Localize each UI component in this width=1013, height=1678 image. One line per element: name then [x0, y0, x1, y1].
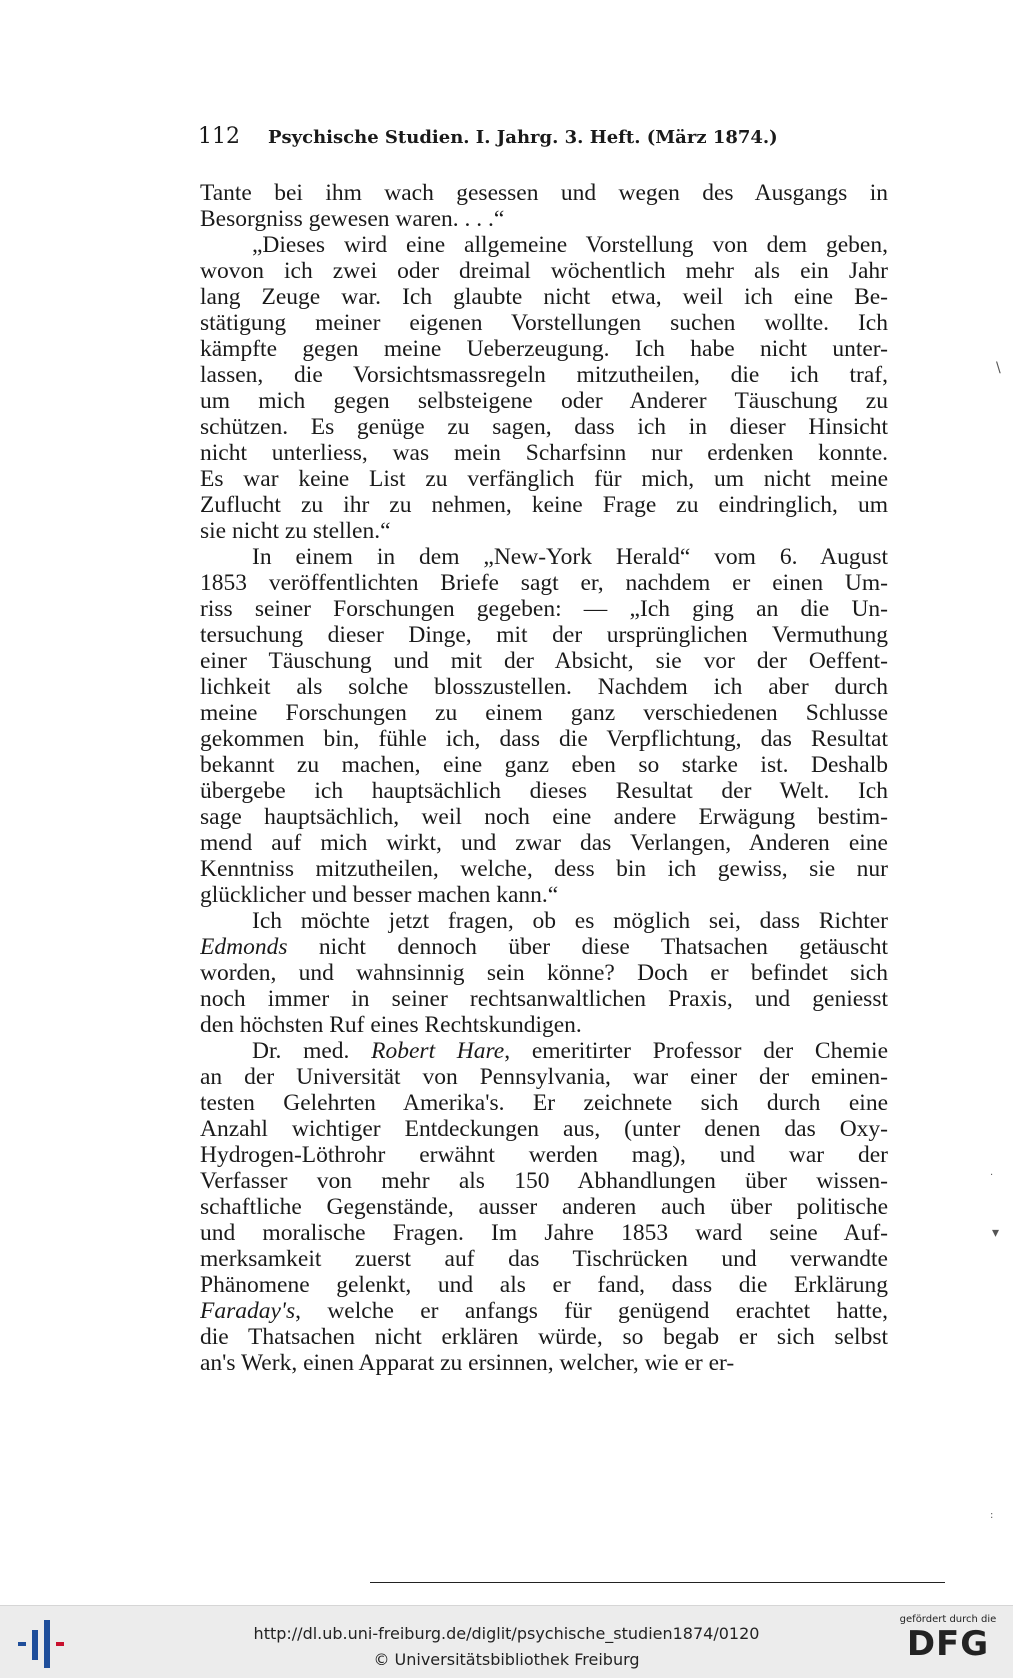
text-line	[200, 1246, 888, 1272]
italic-name: Robert Hare	[371, 1038, 505, 1064]
text-line	[200, 596, 888, 622]
line-text: übergebe ich hauptsächlich dieses Resultat der Welt. Ich	[200, 778, 888, 804]
margin-mark: ▾	[992, 1225, 1000, 1241]
text-line	[200, 830, 888, 856]
text-line	[200, 726, 888, 752]
text-line	[200, 752, 888, 778]
line-text: lang Zeuge war. Ich glaubte nicht etwa, weil ich eine Be-	[200, 284, 888, 310]
line-text: an's Werk, einen Apparat zu ersinnen, welcher, wie er er-	[200, 1350, 735, 1376]
footer-bar	[0, 1605, 1013, 1678]
text-line	[200, 648, 888, 674]
line-text: 1853 veröffentlichten Briefe sagt er, nachdem er einen Um-	[200, 570, 888, 596]
line-text: sage hauptsächlich, weil noch eine andere Erwägung bestim-	[200, 804, 888, 830]
line-text: gekommen bin, fühle ich, dass die Verpflichtung, das Resultat	[200, 726, 888, 752]
text-line	[200, 1298, 888, 1324]
text-line	[200, 1324, 888, 1350]
text-line	[200, 1168, 888, 1194]
text-line	[200, 258, 888, 284]
funding-note: gefördert durch die	[899, 1614, 997, 1625]
text-line	[200, 388, 888, 414]
text-line	[200, 1142, 888, 1168]
line-text: Verfasser von mehr als 150 Abhandlungen über wissen-	[200, 1168, 888, 1194]
line-text: Hydrogen-Löthrohr erwähnt werden mag), und war der	[200, 1142, 888, 1168]
line-text: , welche er anfangs für genügend erachtet hatte,	[295, 1298, 888, 1324]
line-text: „Dieses wird eine allgemeine Vorstellung von dem geben,	[252, 232, 888, 258]
line-text: den höchsten Ruf eines Rechtskundigen.	[200, 1012, 582, 1038]
text-line	[200, 674, 888, 700]
text-line	[200, 1038, 888, 1064]
line-text: nicht dennoch über diese Thatsachen getäuscht	[287, 934, 888, 960]
line-text: Tante bei ihm wach gesessen und wegen des Ausgangs in	[200, 180, 888, 206]
line-text: , emeritirter Professor der Chemie	[504, 1038, 888, 1064]
text-line	[200, 1090, 888, 1116]
text-line	[200, 284, 888, 310]
margin-mark: :	[990, 1510, 994, 1521]
text-line	[200, 700, 888, 726]
text-line	[200, 362, 888, 388]
text-line	[200, 882, 888, 908]
line-text: lichkeit als solche blosszustellen. Nachdem ich aber durch	[200, 674, 888, 700]
line-text: Besorgniss gewesen waren. . . .“	[200, 206, 505, 232]
line-text: schaftliche Gegenstände, ausser anderen auch über politische	[200, 1194, 888, 1220]
page-body-text	[200, 180, 888, 1376]
running-header	[198, 124, 884, 149]
line-text: Es war keine List zu verfänglich für mich, um nicht meine	[200, 466, 888, 492]
line-text: an der Universität von Pennsylvania, war einer der eminen-	[200, 1064, 888, 1090]
line-text: die Thatsachen nicht erklären würde, so begab er sich selbst	[200, 1324, 888, 1350]
text-line	[200, 206, 888, 232]
text-line	[200, 856, 888, 882]
italic-name: Edmonds	[200, 934, 288, 960]
line-text: meine Forschungen zu einem ganz verschiedenen Schlusse	[200, 700, 888, 726]
text-line	[200, 986, 888, 1012]
text-line	[200, 414, 888, 440]
line-text: riss seiner Forschungen gegeben: — „Ich ging an die Un-	[200, 596, 888, 622]
text-line	[200, 1220, 888, 1246]
line-text: mend auf mich wirkt, und zwar das Verlangen, Anderen eine	[200, 830, 888, 856]
line-text: merksamkeit zuerst auf das Tischrücken und verwandte	[200, 1246, 888, 1272]
line-prefix: Dr. med.	[252, 1038, 372, 1064]
line-text: und moralische Fragen. Im Jahre 1853 ward seine Auf-	[200, 1220, 888, 1246]
line-text: schützen. Es genüge zu sagen, dass ich in dieser Hinsicht	[200, 414, 888, 440]
text-line	[200, 466, 888, 492]
text-line	[200, 1012, 888, 1038]
dfg-logo-text: DFG	[906, 1624, 990, 1664]
text-line	[200, 336, 888, 362]
line-text: Phänomene gelenkt, und als er fand, dass die Erklärung	[200, 1272, 888, 1298]
text-line	[200, 934, 888, 960]
line-text: Zuflucht zu ihr zu nehmen, keine Frage zu eindringlich, um	[200, 492, 888, 518]
line-text: testen Gelehrten Amerika's. Er zeichnete sich durch eine	[200, 1090, 888, 1116]
text-line	[200, 492, 888, 518]
line-text: um mich gegen selbsteigene oder Anderer Täuschung zu	[200, 388, 888, 414]
italic-name: Faraday's	[200, 1298, 296, 1324]
line-text: In einem in dem „New-York Herald“ vom 6. August	[252, 544, 888, 570]
page-number: 112	[198, 124, 240, 149]
text-line	[200, 180, 888, 206]
text-line	[200, 570, 888, 596]
text-line	[200, 622, 888, 648]
text-line	[200, 1272, 888, 1298]
line-text: Ich möchte jetzt fragen, ob es möglich sei, dass Richter	[252, 908, 888, 934]
text-line	[200, 232, 888, 258]
dfg-logo	[893, 1614, 1003, 1663]
margin-mark: \	[996, 360, 1001, 376]
text-line	[200, 908, 888, 934]
line-text: bekannt zu machen, eine ganz eben so starke ist. Deshalb	[200, 752, 888, 778]
line-text: Kenntniss mitzutheilen, welche, dess bin ich gewiss, sie nur	[200, 856, 888, 882]
bottom-rule	[370, 1582, 945, 1583]
source-url-link[interactable]: http://dl.ub.uni-freiburg.de/diglit/psychische_studien1874/0120	[253, 1624, 760, 1643]
line-text: einer Täuschung und mit der Absicht, sie vor der Oeffent-	[200, 648, 888, 674]
text-line	[200, 1116, 888, 1142]
text-line	[200, 1064, 888, 1090]
line-text: worden, und wahnsinnig sein könne? Doch er befindet sich	[200, 960, 888, 986]
text-line	[200, 544, 888, 570]
running-title: Psychische Studien. I. Jahrg. 3. Heft. (März 1874.)	[268, 127, 778, 148]
margin-mark: ·	[990, 1170, 994, 1181]
line-text: glücklicher und besser machen kann.“	[200, 882, 559, 908]
line-text: nicht unterliess, was mein Scharfsinn nur erdenken konnte.	[200, 440, 888, 466]
line-text: noch immer in seiner rechtsanwaltlichen Praxis, und geniesst	[200, 986, 888, 1012]
line-text: wovon ich zwei oder dreimal wöchentlich mehr als ein Jahr	[200, 258, 888, 284]
text-line	[200, 518, 888, 544]
text-line	[200, 310, 888, 336]
text-line	[200, 440, 888, 466]
line-text: tersuchung dieser Dinge, mit der ursprünglichen Vermuthung	[200, 622, 888, 648]
line-text: sie nicht zu stellen.“	[200, 518, 391, 544]
text-line	[200, 960, 888, 986]
text-line	[200, 1350, 888, 1376]
text-line	[200, 1194, 888, 1220]
line-text: stätigung meiner eigenen Vorstellungen suchen wollte. Ich	[200, 310, 888, 336]
line-text: kämpfte gegen meine Ueberzeugung. Ich habe nicht unter-	[200, 336, 888, 362]
text-line	[200, 778, 888, 804]
line-text: lassen, die Vorsichtsmassregeln mitzutheilen, die ich traf,	[200, 362, 888, 388]
text-line	[200, 804, 888, 830]
line-text: Anzahl wichtiger Entdeckungen aus, (unter denen das Oxy-	[200, 1116, 888, 1142]
copyright-notice: © Universitätsbibliothek Freiburg	[373, 1650, 640, 1669]
